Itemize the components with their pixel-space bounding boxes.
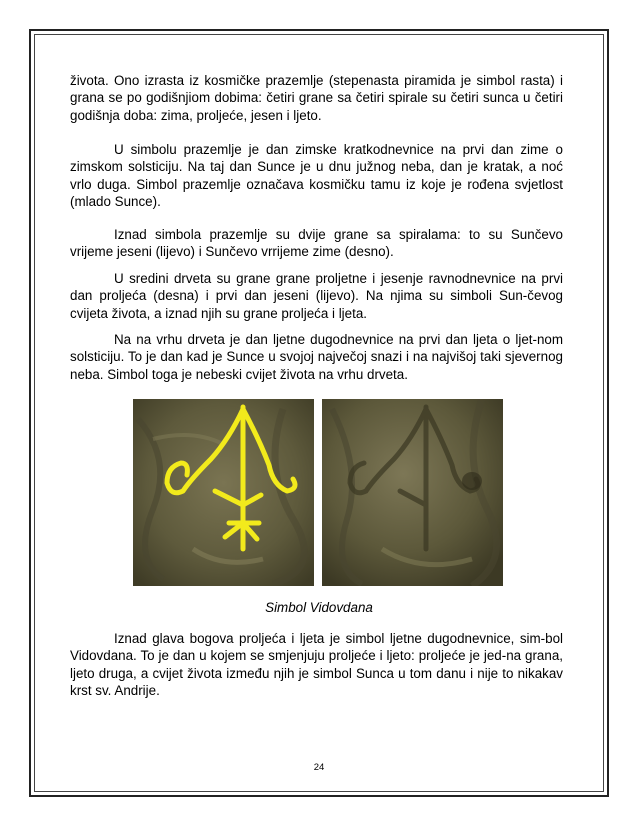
paragraph-3: Iznad simbola prazemlje su dvije grane sa spiralama: to su Sunčevo vrijeme jeseni (lijevo) i Sunčevo vrrijeme zime (desno). — [70, 227, 563, 260]
paragraph-1: života. Ono izrasta iz kosmičke prazemlje (stepenasta piramida je simbol rasta) i grana se po godišnjiom dobima: četiri grane sa četiri spirale su četiri sunca u četiri godišnja doba: zima, proljeće, jesen i ljeto. — [70, 73, 563, 123]
figure-caption: Simbol Vidovdana — [265, 600, 373, 615]
paragraph-2: U simbolu prazemlje je dan zimske kratkodnevnice na prvi dan zime o zimskom solsticiju. Na taj dan Sunce je u dnu južnog neba, dan je kratak, a noć vrlo duga. Simbol prazemlje označava kosmičku tamu iz koje je rođena svjetlost (mlado Sunce). — [70, 142, 563, 210]
photo-symbol-highlighted — [133, 399, 314, 586]
paragraph-5: Na na vrhu drveta je dan ljetne dugodnevnice na prvi dan ljeta o ljet-nom solsticiju. To je dan kad je Sunce u svojoj največoj snazi i na najvišoj taki sjevernog neba. Simbol toga je nebeski cvijet života na vrhu drveta. — [70, 332, 563, 382]
photo-symbol-original — [322, 399, 503, 586]
page-number: 24 — [313, 762, 325, 773]
paragraph-4: U sredini drveta su grane grane proljetne i jesenje ravnodnevnice na prvi dan proljeća (desna) i prvi dan jeseni (lijevo). Na njima su simboli Sun-čevog cvijeta života, a iznad njih su grane proljeća i ljeta. — [70, 271, 563, 321]
figure-photos — [133, 399, 503, 586]
paragraph-6: Iznad glava bogova proljeća i ljeta je simbol ljetne dugodnevnice, sim-bol Vidovdana. To je dan u kojem se smjenjuju proljeće i ljeto: proljeće je jed-na grana, ljeto druga, a cvijet života između njih je simbol Sunca u tom danu i nije to nikakav krst sv. Andrije. — [70, 631, 563, 699]
